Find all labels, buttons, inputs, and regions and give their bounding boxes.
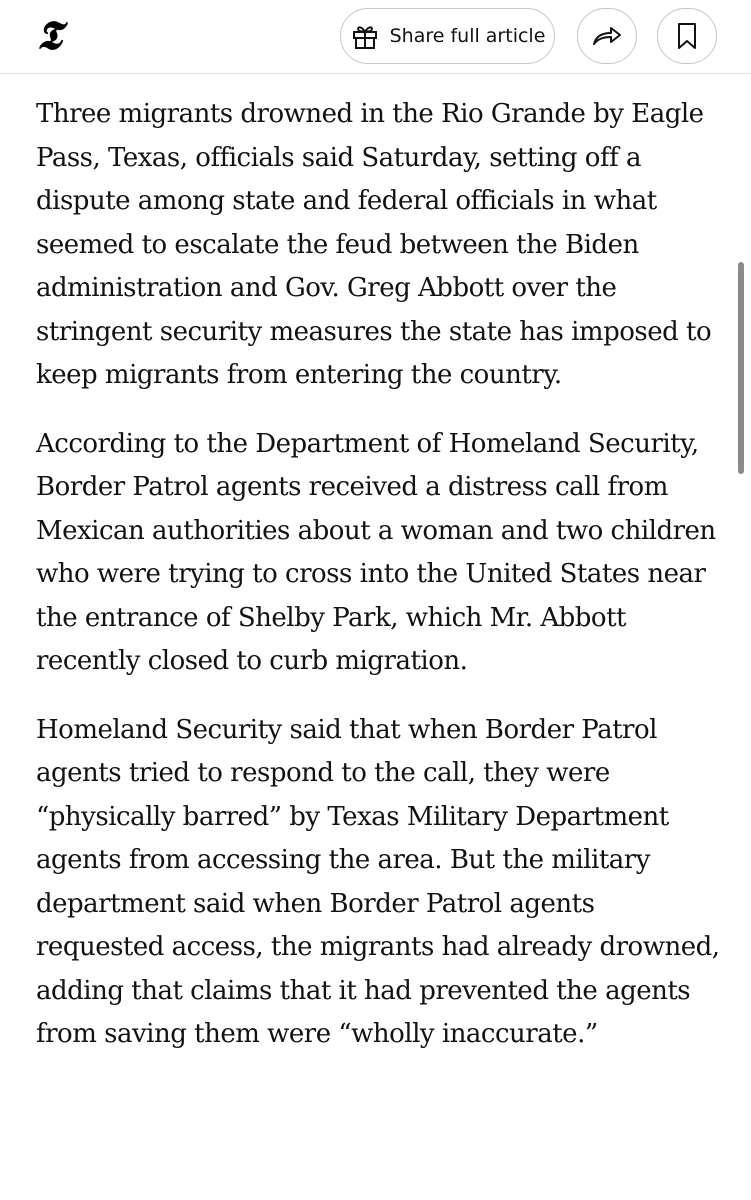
scrollbar[interactable] [738,262,744,474]
nyt-logo[interactable]: 𝕿 [36,11,62,59]
article-body [36,93,726,1082]
share-full-article-label: Share full article [389,25,546,47]
bookmark-icon [676,22,698,50]
bookmark-button[interactable] [657,8,717,64]
share-full-article-button[interactable] [340,8,555,64]
gift-icon [350,21,380,51]
share-arrow-icon [591,24,623,48]
top-bar [0,0,751,74]
share-button[interactable] [577,8,637,64]
article-paragraph: Homeland Security said that when Border Patrol agents tried to respond to the call, they were “physically barred” by Texas Military Department agents from accessing the area. But the military department said when Border Patrol agents requested access, the migrants had already drowned, adding that claims that it had prevented the agents from saving them were “wholly inaccurate.” [36,714,720,1049]
article-paragraph: Three migrants drowned in the Rio Grande by Eagle Pass, Texas, officials said Saturday, setting off a dispute among state and federal officials in what seemed to escalate the feud between the Biden administration and Gov. Greg Abbott over the stringent security measures the state has imposed to keep migrants from entering the country. [36,99,712,390]
article-paragraph: According to the Department of Homeland Security, Border Patrol agents received a distress call from Mexican authorities about a woman and two children who were trying to cross into the United States near the entrance of Shelby Park, which Mr. Abbott recently closed to curb migration. [36,428,716,676]
